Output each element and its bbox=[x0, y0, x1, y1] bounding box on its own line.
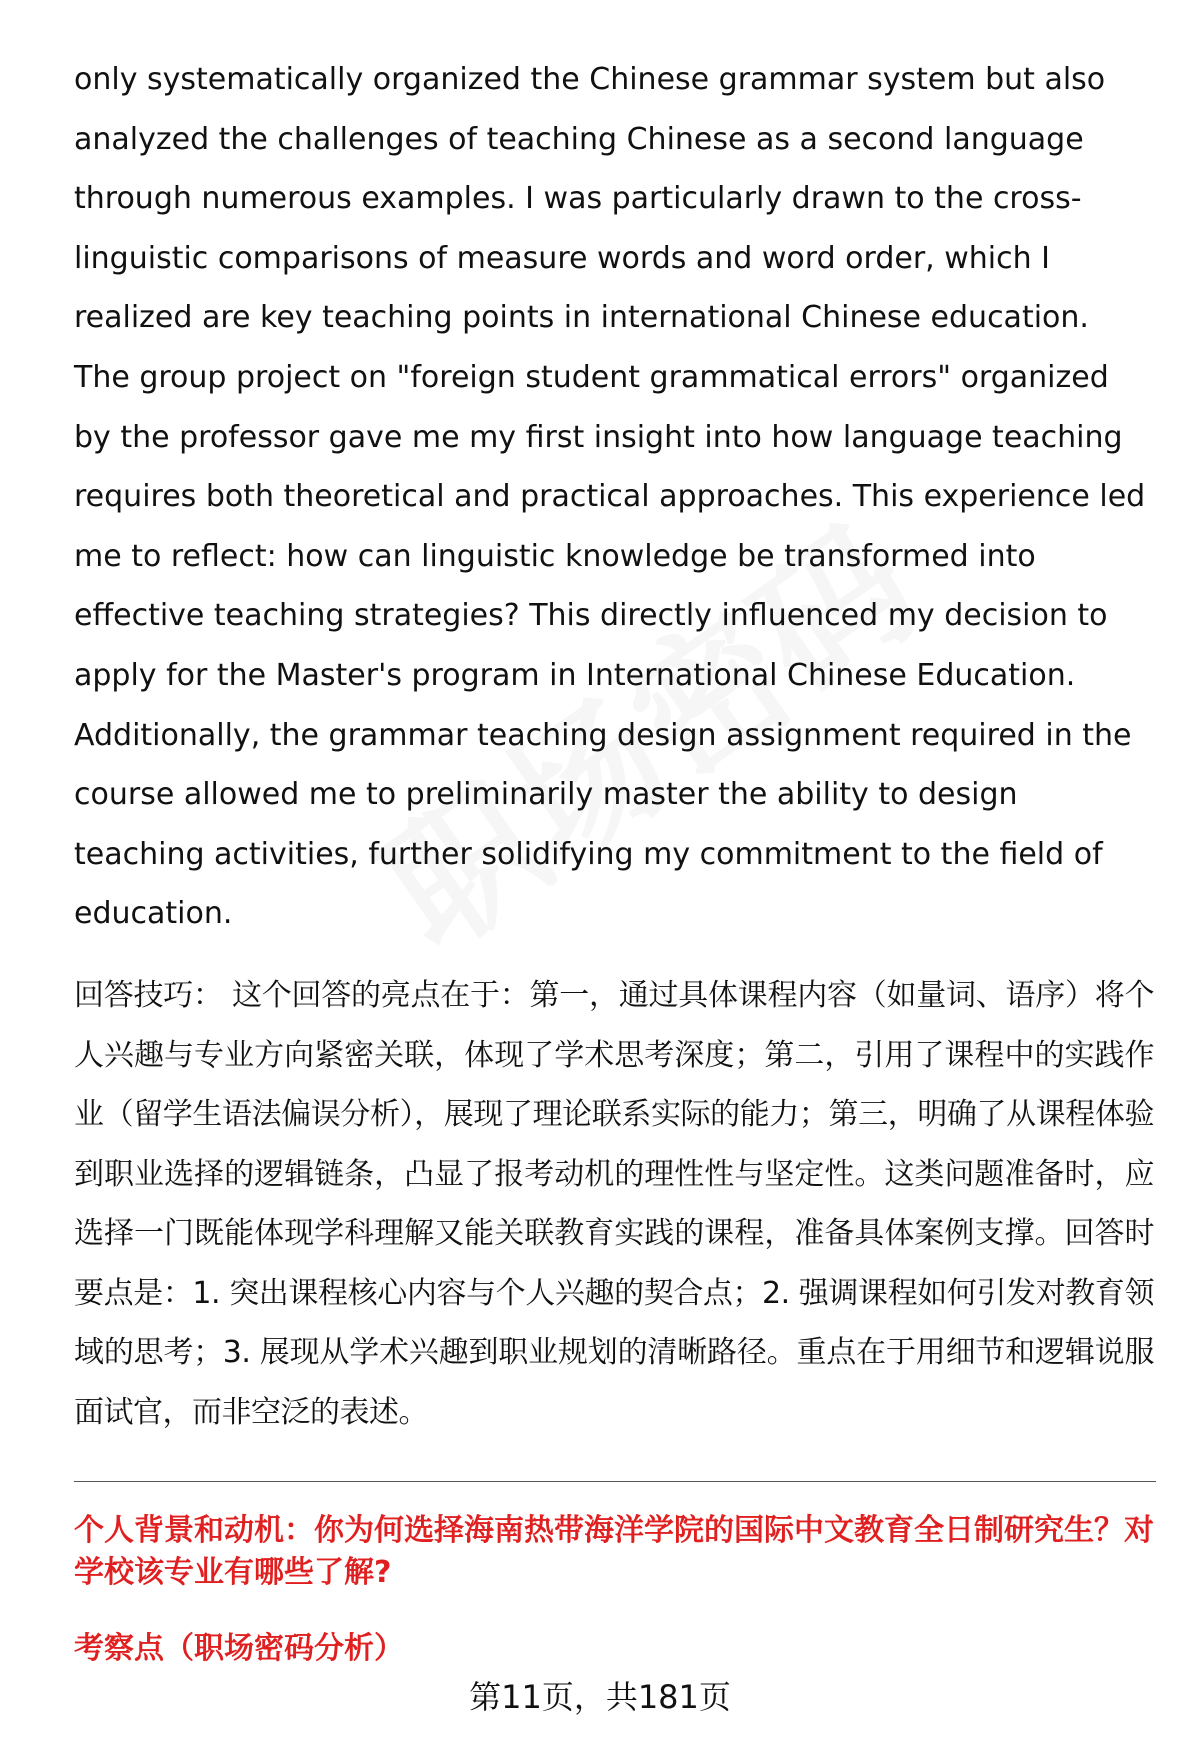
assessment-point-heading: 考察点（职场密码分析） bbox=[74, 1630, 404, 1666]
answer-tips-paragraph: 回答技巧： 这个回答的亮点在于：第一，通过具体课程内容（如量词、语序）将个人兴趣与专业方向紧密关联，体现了学术思考深度；第二，引用了课程中的实践作业（留学生语法偏误分析），展现了理论联系实际的能力；第三，明确了从课程体验到职业选择的逻辑链条，凸显了报考动机的理性性与坚定性。这类问题准备时，应选择一门既能体现学科理解又能关联教育实践的课程，准备具体案例支撑。回答时要点是：1. 突出课程核心内容与个人兴趣的契合点；2. 强调课程如何引发对教育领域的思考；3. 展现从学术兴趣到职业规划的清晰路径。重点在于用细节和逻辑说服面试官，而非空泛的表述。 bbox=[74, 977, 1154, 1431]
answer-paragraph: only systematically organized the Chinese grammar system but also analyzed the challenges of teaching Chinese as a second language through numerous examples. I was particularly drawn to the cross-linguistic comparisons of measure words and word order, which I realized are key teaching points in international Chinese education. The group project on "foreign student grammatical errors" organized by the professor gave me my first insight into how language teaching requires both theoretical and practical approaches. This experience led me to reflect: how can linguistic knowledge be transformed into effective teaching strategies? This directly influenced my decision to apply for the Master's program in International Chinese Education. Additionally, the grammar teaching design assignment required in the course allowed me to preliminarily master the ability to design teaching activities, further solidifying my commitment to the field of education. bbox=[74, 62, 1146, 932]
question-heading: 个人背景和动机：你为何选择海南热带海洋学院的国际中文教育全日制研究生？对学校该专业有哪些了解? bbox=[74, 1512, 1154, 1590]
page-number: 第11页，共181页 bbox=[469, 1678, 731, 1716]
document-page bbox=[74, 50, 1154, 1670]
section-divider bbox=[74, 1481, 1156, 1482]
